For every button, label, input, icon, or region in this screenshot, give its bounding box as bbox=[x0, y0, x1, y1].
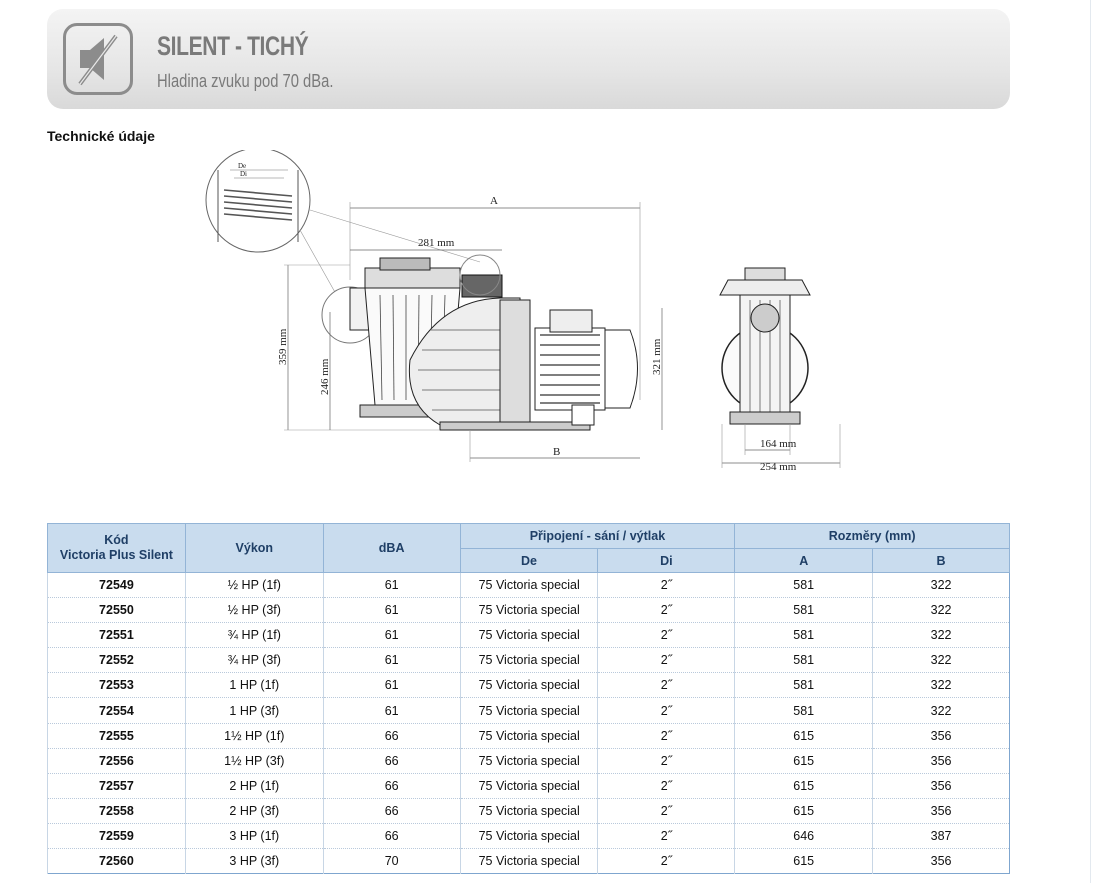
cell-dba: 66 bbox=[323, 748, 460, 773]
cell-a: 615 bbox=[735, 748, 873, 773]
cell-power: 2 HP (3f) bbox=[185, 798, 323, 823]
cell-power: 1 HP (1f) bbox=[185, 673, 323, 698]
cell-di: 2˝ bbox=[598, 698, 735, 723]
table-row bbox=[48, 623, 1010, 648]
cell-di: 2˝ bbox=[598, 849, 735, 874]
header-dimensions: Rozměry (mm) bbox=[735, 524, 1010, 549]
cell-a: 581 bbox=[735, 648, 873, 673]
cell-b: 356 bbox=[873, 748, 1010, 773]
cell-b: 322 bbox=[873, 623, 1010, 648]
cell-b: 387 bbox=[873, 823, 1010, 848]
cell-power: 3 HP (3f) bbox=[185, 849, 323, 874]
table-row bbox=[48, 673, 1010, 698]
page-edge-rule bbox=[1090, 0, 1091, 883]
cell-code: 72556 bbox=[48, 748, 186, 773]
header-a: A bbox=[735, 549, 873, 573]
header-code-line1: Kód bbox=[104, 533, 129, 547]
detail-de-label: De bbox=[238, 162, 247, 170]
cell-dba: 66 bbox=[323, 823, 460, 848]
cell-a: 615 bbox=[735, 798, 873, 823]
cell-a: 581 bbox=[735, 573, 873, 598]
cell-de: 75 Victoria special bbox=[460, 598, 598, 623]
cell-code: 72550 bbox=[48, 598, 186, 623]
cell-di: 2˝ bbox=[598, 723, 735, 748]
cell-de: 75 Victoria special bbox=[460, 723, 598, 748]
detail-di-label: Di bbox=[240, 170, 247, 178]
cell-b: 356 bbox=[873, 798, 1010, 823]
cell-a: 615 bbox=[735, 723, 873, 748]
pump-technical-drawing bbox=[200, 150, 850, 480]
cell-de: 75 Victoria special bbox=[460, 573, 598, 598]
cell-a: 615 bbox=[735, 773, 873, 798]
cell-power: 1½ HP (3f) bbox=[185, 748, 323, 773]
table-row bbox=[48, 748, 1010, 773]
cell-de: 75 Victoria special bbox=[460, 773, 598, 798]
header-b: B bbox=[873, 549, 1010, 573]
banner-subtitle: Hladina zvuku pod 70 dBa. bbox=[157, 71, 334, 91]
cell-dba: 61 bbox=[323, 673, 460, 698]
cell-b: 322 bbox=[873, 648, 1010, 673]
cell-b: 356 bbox=[873, 773, 1010, 798]
dimension-246-label: 246 mm bbox=[319, 358, 331, 395]
cell-code: 72555 bbox=[48, 723, 186, 748]
table-row bbox=[48, 648, 1010, 673]
cell-code: 72552 bbox=[48, 648, 186, 673]
cell-dba: 61 bbox=[323, 698, 460, 723]
dimension-321-label: 321 mm bbox=[651, 338, 663, 375]
header-dba: dBA bbox=[323, 524, 460, 573]
header-code-line2: Victoria Plus Silent bbox=[59, 548, 173, 562]
table-row bbox=[48, 773, 1010, 798]
cell-dba: 61 bbox=[323, 648, 460, 673]
dimension-164-label: 164 mm bbox=[760, 438, 797, 450]
cell-power: 1½ HP (1f) bbox=[185, 723, 323, 748]
cell-dba: 61 bbox=[323, 598, 460, 623]
cell-b: 322 bbox=[873, 698, 1010, 723]
cell-di: 2˝ bbox=[598, 573, 735, 598]
table-row bbox=[48, 823, 1010, 848]
cell-code: 72559 bbox=[48, 823, 186, 848]
cell-di: 2˝ bbox=[598, 598, 735, 623]
cell-power: ¾ HP (3f) bbox=[185, 648, 323, 673]
cell-di: 2˝ bbox=[598, 798, 735, 823]
dimension-359-label: 359 mm bbox=[277, 328, 289, 365]
cell-power: ¾ HP (1f) bbox=[185, 623, 323, 648]
header-code bbox=[48, 524, 186, 573]
cell-dba: 66 bbox=[323, 723, 460, 748]
cell-code: 72557 bbox=[48, 773, 186, 798]
dimension-b-label: B bbox=[553, 446, 561, 458]
cell-code: 72554 bbox=[48, 698, 186, 723]
cell-di: 2˝ bbox=[598, 623, 735, 648]
feature-banner bbox=[47, 9, 1010, 109]
cell-a: 646 bbox=[735, 823, 873, 848]
cell-a: 581 bbox=[735, 673, 873, 698]
cell-de: 75 Victoria special bbox=[460, 698, 598, 723]
cell-code: 72549 bbox=[48, 573, 186, 598]
cell-power: 1 HP (3f) bbox=[185, 698, 323, 723]
cell-de: 75 Victoria special bbox=[460, 673, 598, 698]
cell-dba: 61 bbox=[323, 573, 460, 598]
header-de: De bbox=[460, 549, 598, 573]
header-power: Výkon bbox=[185, 524, 323, 573]
table-row bbox=[48, 723, 1010, 748]
cell-di: 2˝ bbox=[598, 823, 735, 848]
cell-de: 75 Victoria special bbox=[460, 623, 598, 648]
cell-de: 75 Victoria special bbox=[460, 748, 598, 773]
cell-b: 322 bbox=[873, 673, 1010, 698]
cell-b: 322 bbox=[873, 573, 1010, 598]
header-di: Di bbox=[598, 549, 735, 573]
cell-dba: 66 bbox=[323, 798, 460, 823]
section-title: Technické údaje bbox=[47, 128, 155, 144]
cell-b: 322 bbox=[873, 598, 1010, 623]
cell-power: 3 HP (1f) bbox=[185, 823, 323, 848]
cell-a: 581 bbox=[735, 598, 873, 623]
cell-code: 72551 bbox=[48, 623, 186, 648]
table-row bbox=[48, 698, 1010, 723]
cell-a: 615 bbox=[735, 849, 873, 874]
cell-code: 72553 bbox=[48, 673, 186, 698]
cell-dba: 61 bbox=[323, 623, 460, 648]
cell-b: 356 bbox=[873, 849, 1010, 874]
table-row bbox=[48, 573, 1010, 598]
cell-dba: 66 bbox=[323, 773, 460, 798]
cell-a: 581 bbox=[735, 623, 873, 648]
cell-di: 2˝ bbox=[598, 773, 735, 798]
cell-di: 2˝ bbox=[598, 648, 735, 673]
cell-code: 72560 bbox=[48, 849, 186, 874]
cell-di: 2˝ bbox=[598, 673, 735, 698]
cell-de: 75 Victoria special bbox=[460, 798, 598, 823]
cell-de: 75 Victoria special bbox=[460, 823, 598, 848]
cell-power: 2 HP (1f) bbox=[185, 773, 323, 798]
table-row bbox=[48, 849, 1010, 874]
cell-code: 72558 bbox=[48, 798, 186, 823]
table-row bbox=[48, 598, 1010, 623]
spec-table bbox=[47, 523, 1010, 874]
banner-title: SILENT - TICHÝ bbox=[157, 31, 309, 61]
cell-a: 581 bbox=[735, 698, 873, 723]
cell-power: ½ HP (3f) bbox=[185, 598, 323, 623]
dimension-281-label: 281 mm bbox=[418, 237, 455, 249]
cell-b: 356 bbox=[873, 723, 1010, 748]
cell-de: 75 Victoria special bbox=[460, 648, 598, 673]
cell-dba: 70 bbox=[323, 849, 460, 874]
dimension-254-label: 254 mm bbox=[760, 461, 797, 473]
table-row bbox=[48, 798, 1010, 823]
dimension-a-label: A bbox=[490, 195, 498, 207]
header-connection: Připojení - sání / výtlak bbox=[460, 524, 735, 549]
cell-power: ½ HP (1f) bbox=[185, 573, 323, 598]
cell-di: 2˝ bbox=[598, 748, 735, 773]
speaker-muted-icon bbox=[63, 23, 133, 95]
cell-de: 75 Victoria special bbox=[460, 849, 598, 874]
